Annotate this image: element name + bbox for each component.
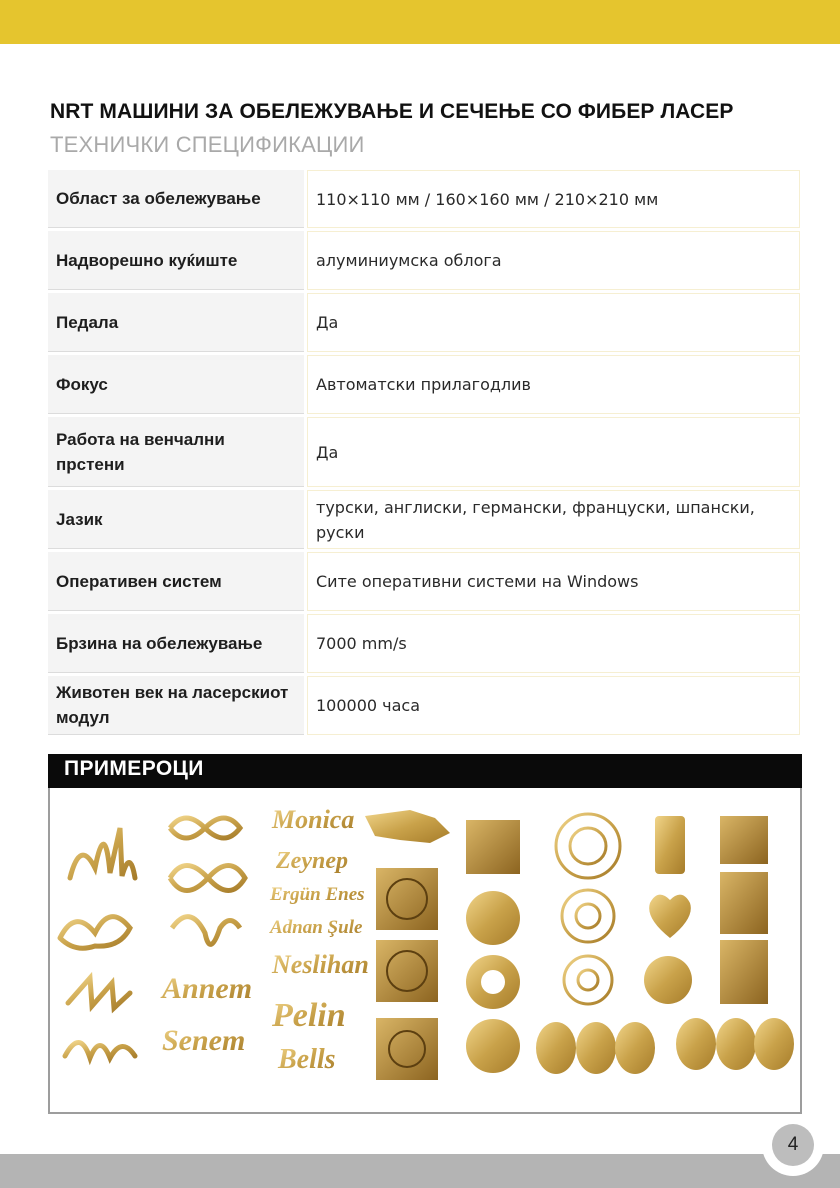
infinity-necklaces: [170, 818, 245, 944]
sample-name-monica: Monica: [272, 805, 355, 834]
samples-heading: ПРИМЕРОЦИ: [48, 754, 802, 788]
square-medallions: [365, 810, 450, 1080]
wedding-rings: [536, 1018, 794, 1074]
sample-name-senem: Senem: [162, 1024, 246, 1057]
spec-row: [48, 170, 800, 228]
spec-row: [48, 231, 800, 290]
spec-value: турски, англиски, германски, француски, шпански, руски: [307, 490, 800, 549]
spec-label: Педала: [48, 293, 304, 352]
top-accent-band: [0, 0, 840, 44]
spec-label: Животен век на ласерскиот модул: [48, 676, 304, 735]
round-medallions: [466, 820, 520, 1073]
spec-row: [48, 614, 800, 673]
sample-name-zeynep: Zeynep: [276, 848, 348, 874]
spec-value: Сите оперативни системи на Windows: [307, 552, 800, 611]
mandala-pendants: [556, 814, 620, 1004]
sample-name-neslihan: Neslihan: [272, 950, 369, 979]
spec-row: [48, 293, 800, 352]
spec-label: Работа на венчални прстени: [48, 417, 304, 487]
sample-name-bells: Bells: [278, 1044, 336, 1075]
spec-row: [48, 552, 800, 611]
sample-name-adnan-sule: Adnan Şule: [270, 917, 363, 938]
page-title: NRT МАШИНИ ЗА ОБЕЛЕЖУВАЊЕ И СЕЧЕЊЕ СО ФИБЕР ЛАСЕР: [50, 100, 734, 123]
spec-table: [48, 170, 800, 738]
page-subtitle: ТЕХНИЧКИ СПЕЦИФИКАЦИИ: [50, 132, 365, 157]
samples-illustration: [50, 788, 800, 1112]
spec-label: Јазик: [48, 490, 304, 549]
samples-gallery: [48, 788, 802, 1114]
spec-value: Да: [307, 293, 800, 352]
spec-row: [48, 676, 800, 735]
photo-plates: [720, 816, 768, 1004]
sample-name-pelin: Pelin: [272, 997, 346, 1034]
spec-label: Надворешно куќиште: [48, 231, 304, 290]
page-number: 4: [772, 1124, 814, 1166]
spec-row: [48, 417, 800, 487]
spec-label: Фокус: [48, 355, 304, 414]
spec-row: [48, 490, 800, 549]
spec-value: 7000 mm/s: [307, 614, 800, 673]
spec-value: Автоматски прилагодлив: [307, 355, 800, 414]
spec-label: Оперативен систем: [48, 552, 304, 611]
sample-name-annem: Annem: [162, 972, 253, 1005]
misc-pendants: [644, 816, 692, 1004]
spec-value: 110×110 мм / 160×160 мм / 210×210 мм: [307, 170, 800, 228]
calligraphy-pendants: [60, 828, 135, 1058]
spec-value: алуминиумска облога: [307, 231, 800, 290]
spec-label: Брзина на обележување: [48, 614, 304, 673]
bottom-footer-band: [0, 1154, 840, 1188]
name-pendants: [269, 805, 369, 1075]
spec-value: Да: [307, 417, 800, 487]
sample-name-ergun-enes: Ergün Enes: [270, 884, 365, 905]
spec-value: 100000 часа: [307, 676, 800, 735]
spec-label: Област за обележување: [48, 170, 304, 228]
spec-row: [48, 355, 800, 414]
